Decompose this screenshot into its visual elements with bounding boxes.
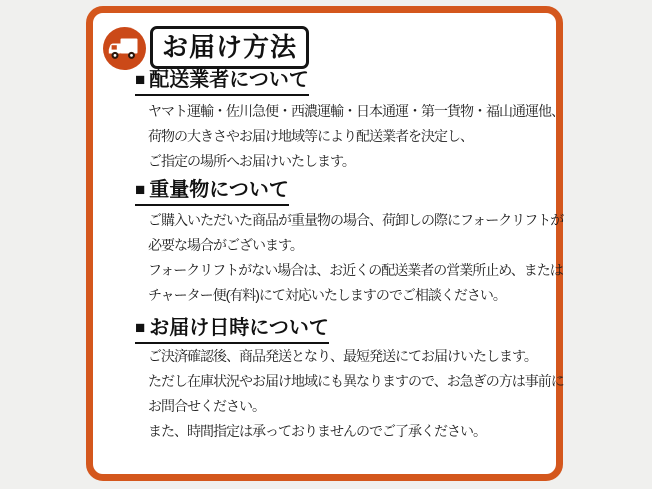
body-line: ご決済確認後、商品発送となり、最短発送にてお届けいたします。: [148, 348, 537, 364]
section-header-delivery-datetime: [135, 316, 329, 344]
body-line: 必要な場合がございます。: [148, 237, 303, 253]
truck-icon: [103, 27, 146, 70]
section-header-heavy-items: [135, 178, 289, 206]
square-bullet-icon: ■: [135, 180, 146, 199]
body-line: また、時間指定は承っておりませんのでご了承ください。: [148, 423, 486, 439]
section-title: 重量物について: [149, 179, 289, 201]
section-title: 配送業者について: [149, 69, 309, 91]
section-body-heavy-items: [148, 208, 563, 308]
body-line: 荷物の大きさやお届け地域等により配送業者を決定し、: [148, 128, 473, 144]
section-header-carriers: [135, 68, 309, 96]
section-title: お届け日時について: [149, 317, 329, 339]
body-line: ご購入いただいた商品が重量物の場合、荷卸しの際にフォークリフトが: [148, 212, 564, 228]
body-line: チャーター便(有料)にて対応いたしますのでご相談ください。: [148, 287, 506, 303]
square-bullet-icon: ■: [135, 70, 146, 89]
body-line: ご指定の場所へお届けいたします。: [148, 153, 355, 169]
square-bullet-icon: ■: [135, 318, 146, 337]
body-line: フォークリフトがない場合は、お近くの配送業者の営業所止め、または: [148, 262, 563, 278]
section-body-carriers: [148, 99, 564, 174]
body-line: ただし在庫状況やお届け地域にも異なりますので、お急ぎの方は事前に: [148, 373, 564, 389]
section-body-delivery-datetime: [148, 344, 564, 444]
body-line: ヤマト運輸・佐川急便・西濃運輸・日本通運・第一貨物・福山通運他、: [148, 103, 564, 119]
body-line: お問合せください。: [148, 398, 265, 414]
page-title: お届け方法: [150, 26, 309, 69]
